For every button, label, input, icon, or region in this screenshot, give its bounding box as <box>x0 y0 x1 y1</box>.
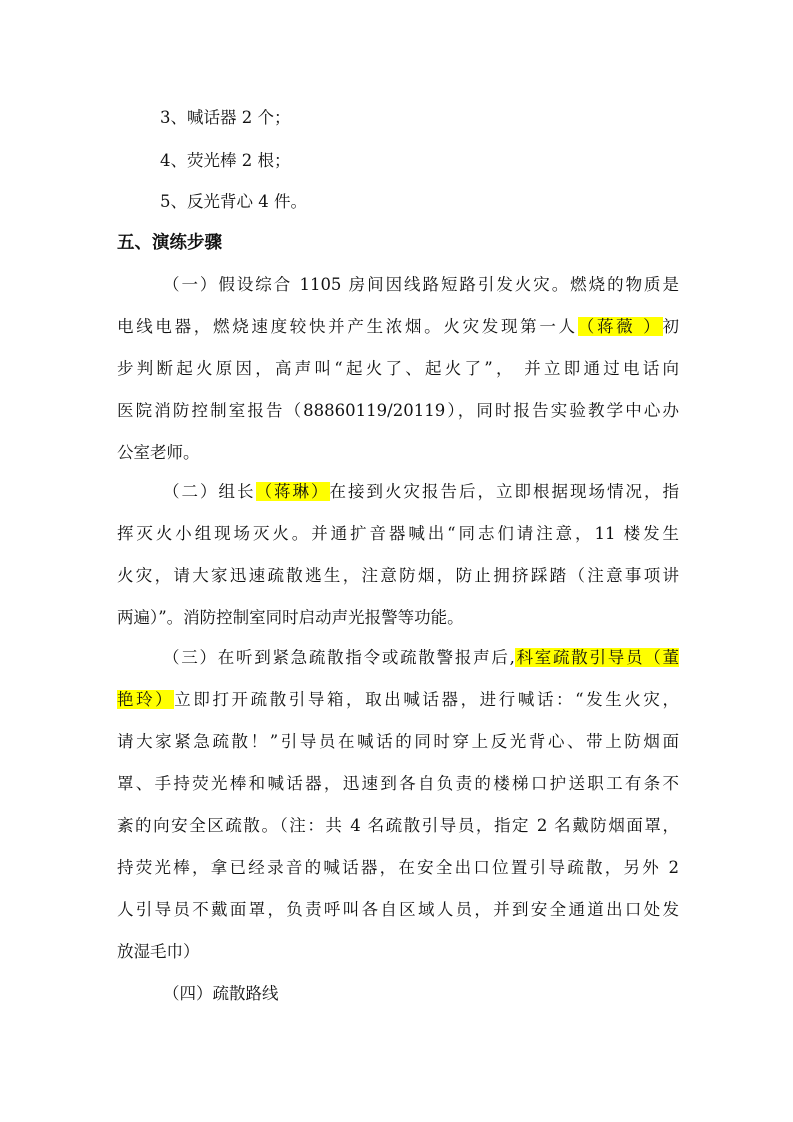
paragraph-line: 公室老师。 <box>117 443 200 462</box>
list-item-glowstick: 4、荧光棒 2 根； <box>160 151 291 170</box>
paragraph-line: 放湿毛巾） <box>117 942 200 961</box>
paragraph-line: 两遍）”。消防控制室同时启动声光报警等功能。 <box>117 608 464 627</box>
paragraph-line: 紊的向安全区疏散。（注：共 4 名疏散引导员，指定 2 名戴防烟面罩， <box>117 816 679 835</box>
highlighted-name: （蒋琳） <box>255 482 330 501</box>
paragraph-line: 挥灭火小组现场灭火。并通扩音器喊出“同志们请注意，11 楼发生 <box>117 524 679 543</box>
paragraph-line: 步判断起火原因，高声叫“起火了、起火了”， 并立即通过电话向 <box>117 359 679 378</box>
text-span: 电线电器，燃烧速度较快并产生浓烟。火灾发现第一人 <box>117 317 578 336</box>
text-span: 在接到火灾报告后，立即根据现场情况，指 <box>329 482 679 501</box>
paragraph-line <box>117 315 679 339</box>
paragraph-line: 请大家紧急疏散！”引导员在喊话的同时穿上反光背心、带上防烟面 <box>117 732 679 751</box>
paragraph-line: 罩、手持荧光棒和喊话器，迅速到各自负责的楼梯口护送职工有条不 <box>117 774 679 793</box>
section-heading: 五、演练步骤 <box>117 233 222 253</box>
highlighted-name: （蒋薇 ） <box>577 317 663 336</box>
list-item-megaphone: 3、喊话器 2 个； <box>160 108 291 127</box>
paragraph-line <box>163 480 679 504</box>
paragraph-line: （一）假设综合 1105 房间因线路短路引发火灾。燃烧的物质是 <box>163 275 679 294</box>
highlighted-name: 科室疏散引导员（董 <box>514 648 679 667</box>
text-span: （三）在听到紧急疏散指令或疏散警报声后, <box>163 648 515 667</box>
text-span: （二）组长 <box>163 482 256 501</box>
paragraph-line <box>117 688 679 712</box>
paragraph-line: 持荧光棒，拿已经录音的喊话器，在安全出口位置引导疏散，另外 2 <box>117 858 679 877</box>
paragraph-line <box>163 646 679 670</box>
paragraph-line: 火灾，请大家迅速疏散逃生，注意防烟，防止拥挤踩踏（注意事项讲 <box>117 566 679 585</box>
paragraph-line: 人引导员不戴面罩，负责呼叫各自区域人员，并到安全通道出口处发 <box>117 900 679 919</box>
paragraph-line: 医院消防控制室报告（88860119/20119），同时报告实验教学中心办 <box>117 401 679 420</box>
list-item-vest: 5、反光背心 4 件。 <box>160 192 307 211</box>
text-span: 立即打开疏散引导箱，取出喊话器，进行喊话：“发生火灾， <box>174 690 679 709</box>
text-span: 初 <box>662 317 680 336</box>
highlighted-name: 艳玲） <box>117 690 175 709</box>
paragraph-line: （四）疏散路线 <box>163 984 279 1003</box>
